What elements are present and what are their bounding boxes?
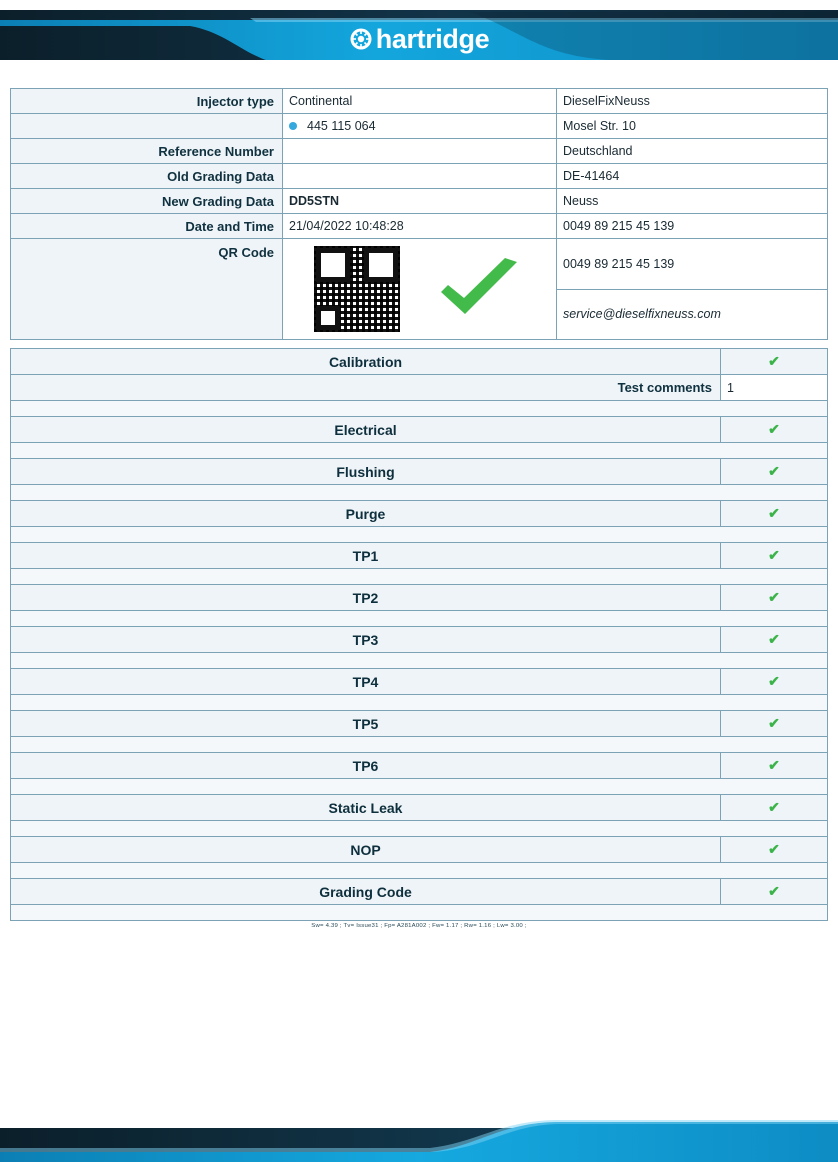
row-spacer	[11, 443, 828, 459]
status-badge	[721, 417, 828, 443]
old-grading-data-value	[283, 164, 557, 189]
status-badge	[721, 795, 828, 821]
test-comments-value: 1	[721, 375, 828, 401]
spacer-cell	[11, 569, 828, 585]
section-title: TP5	[11, 711, 721, 737]
table-row	[11, 114, 828, 139]
row-spacer	[11, 653, 828, 669]
row-spacer	[11, 527, 828, 543]
section-title: TP3	[11, 627, 721, 653]
check-icon: ✔	[768, 799, 780, 815]
customer-country-value: Deutschland	[557, 139, 828, 164]
reference-number-value	[283, 139, 557, 164]
table-row	[11, 139, 828, 164]
spacer-cell	[11, 485, 828, 501]
table-row	[11, 89, 828, 114]
status-badge	[721, 669, 828, 695]
status-badge	[721, 543, 828, 569]
customer-city-value: Neuss	[557, 189, 828, 214]
row-spacer	[11, 569, 828, 585]
spacer-cell	[11, 401, 828, 417]
test-comments-label: Test comments	[11, 375, 721, 401]
date-and-time-label: Date and Time	[11, 214, 283, 239]
table-row	[11, 239, 828, 290]
section-title: NOP	[11, 837, 721, 863]
section-title: Static Leak	[11, 795, 721, 821]
test-comments-row	[11, 375, 828, 401]
result-section-calibration	[11, 349, 828, 375]
hartridge-gear-icon	[349, 27, 373, 51]
status-badge	[721, 349, 828, 375]
result-section-grading-code	[11, 879, 828, 905]
customer-phone-1-value: 0049 89 215 45 139	[557, 214, 828, 239]
customer-postcode-value: DE-41464	[557, 164, 828, 189]
qr-code-icon	[314, 246, 400, 332]
footer-banner-graphic	[0, 1118, 838, 1170]
old-grading-data-label: Old Grading Data	[11, 164, 283, 189]
page-header	[0, 0, 838, 78]
spacer-cell	[11, 737, 828, 753]
result-section-tp6	[11, 753, 828, 779]
row-spacer	[11, 863, 828, 879]
section-title: TP6	[11, 753, 721, 779]
table-row	[11, 164, 828, 189]
check-icon: ✔	[768, 841, 780, 857]
injector-type-label: Injector type	[11, 89, 283, 114]
status-badge	[721, 753, 828, 779]
section-title: Grading Code	[11, 879, 721, 905]
row-spacer	[11, 779, 828, 795]
check-icon: ✔	[768, 673, 780, 689]
status-badge	[721, 627, 828, 653]
status-badge	[721, 585, 828, 611]
row-spacer	[11, 737, 828, 753]
reference-number-label: Reference Number	[11, 139, 283, 164]
result-section-electrical	[11, 417, 828, 443]
result-section-tp5	[11, 711, 828, 737]
status-badge	[721, 711, 828, 737]
result-section-purge	[11, 501, 828, 527]
section-title: TP1	[11, 543, 721, 569]
check-icon: ✔	[768, 505, 780, 521]
check-icon: ✔	[768, 547, 780, 563]
qr-code-label: QR Code	[11, 239, 283, 340]
customer-name-value: DieselFixNeuss	[557, 89, 828, 114]
spacer-cell	[11, 779, 828, 795]
software-version-footnote: Sw= 4.39 ; Tv= Issue31 ; Fp= A281A002 ; Fw= 1.17 ; Rw= 1.16 ; Lw= 3.00 ;	[311, 923, 527, 929]
bullet-icon	[289, 122, 297, 130]
status-badge	[721, 837, 828, 863]
spacer-cell	[11, 863, 828, 879]
injector-info-table	[10, 88, 828, 340]
check-icon: ✔	[768, 353, 780, 369]
row-spacer	[11, 905, 828, 921]
section-title: Calibration	[11, 349, 721, 375]
row-spacer	[11, 611, 828, 627]
date-and-time-value: 21/04/2022 10:48:28	[283, 214, 557, 239]
customer-email-value: service@dieselfixneuss.com	[557, 289, 828, 340]
row-spacer	[11, 695, 828, 711]
status-badge	[721, 879, 828, 905]
result-section-flushing	[11, 459, 828, 485]
table-row	[11, 189, 828, 214]
row-spacer	[11, 821, 828, 837]
injector-part-number-cell	[283, 114, 557, 139]
report-sheet	[0, 88, 838, 929]
injector-type-value: Continental	[283, 89, 557, 114]
check-icon: ✔	[768, 589, 780, 605]
section-title: Flushing	[11, 459, 721, 485]
green-check-icon	[433, 254, 525, 324]
customer-phone-2-value: 0049 89 215 45 139	[557, 239, 828, 290]
status-badge	[721, 501, 828, 527]
table-row	[11, 214, 828, 239]
spacer-cell	[11, 821, 828, 837]
new-grading-data-label: New Grading Data	[11, 189, 283, 214]
section-title: TP2	[11, 585, 721, 611]
check-icon: ✔	[768, 883, 780, 899]
injector-part-number-value: 445 115 064	[307, 119, 376, 133]
test-results-table	[10, 348, 828, 921]
section-title: Electrical	[11, 417, 721, 443]
brand-name: hartridge	[375, 24, 490, 54]
spacer-cell	[11, 443, 828, 459]
section-title: TP4	[11, 669, 721, 695]
customer-street-value: Mosel Str. 10	[557, 114, 828, 139]
page-footer	[0, 1118, 838, 1170]
result-section-tp2	[11, 585, 828, 611]
check-icon: ✔	[768, 463, 780, 479]
spacer-cell	[11, 527, 828, 543]
empty-label-cell	[11, 114, 283, 139]
spacer-cell	[11, 611, 828, 627]
result-section-static-leak	[11, 795, 828, 821]
result-section-nop	[11, 837, 828, 863]
qr-code-cell	[283, 239, 557, 340]
spacer-cell	[11, 905, 828, 921]
check-icon: ✔	[768, 421, 780, 437]
result-section-tp1	[11, 543, 828, 569]
check-icon: ✔	[768, 631, 780, 647]
brand-title	[0, 26, 838, 53]
check-icon: ✔	[768, 715, 780, 731]
section-title: Purge	[11, 501, 721, 527]
check-icon: ✔	[768, 757, 780, 773]
status-badge	[721, 459, 828, 485]
result-section-tp4	[11, 669, 828, 695]
row-spacer	[11, 485, 828, 501]
row-spacer	[11, 401, 828, 417]
new-grading-data-value: DD5STN	[283, 189, 557, 214]
result-section-tp3	[11, 627, 828, 653]
spacer-cell	[11, 695, 828, 711]
spacer-cell	[11, 653, 828, 669]
